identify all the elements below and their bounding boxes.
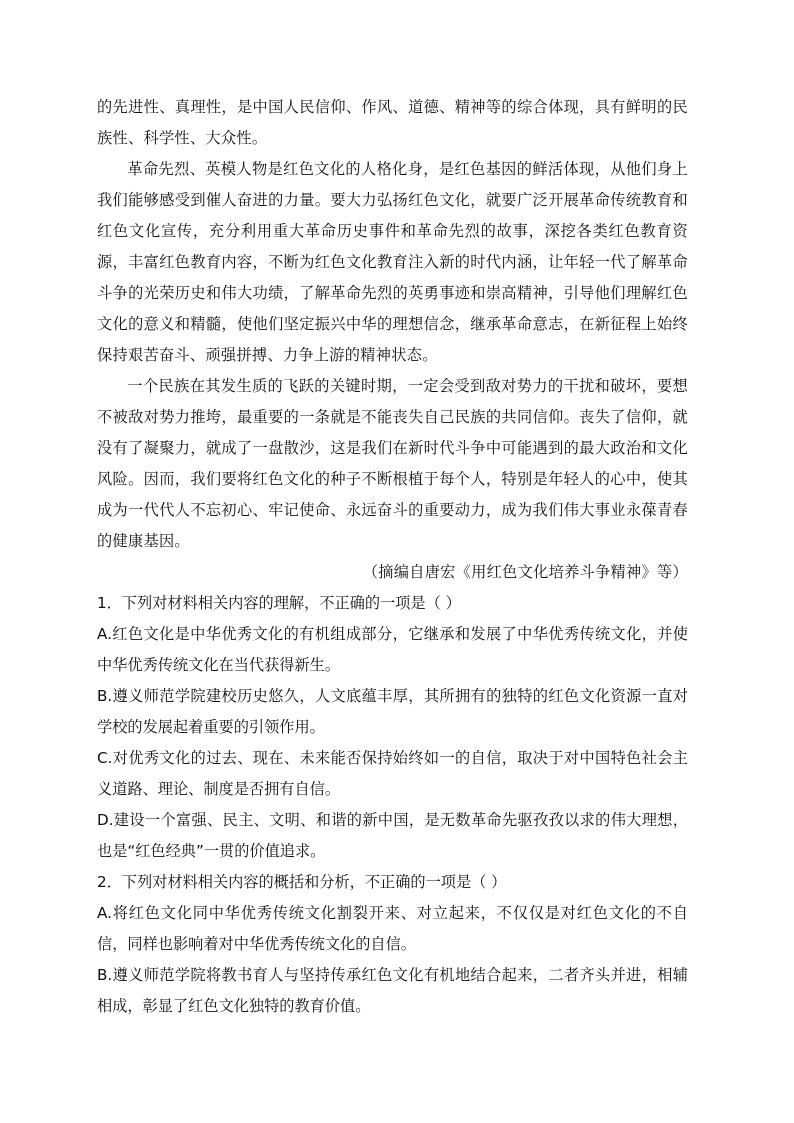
passage-paragraph-3: 一个民族在其发生质的飞跃的关键时期，一定会受到敌对势力的干扰和破坏，要想不被敌对势力推垮，最重要的一条就是不能丧失自己民族的共同信仰。丧失了信仰，就没有了凝聚力，就成了一盘散沙，这是我们在新时代斗争中可能遇到的最大政治和文化风险。因而，我们要将红色文化的种子不断根植于每个人，特别是年轻人的心中，使其成为一代代人不忘初心、牢记使命、永远奋斗的重要动力，成为我们伟大事业永葆青春的健康基因。 (97, 377, 688, 550)
passage-paragraph-continued: 的先进性、真理性，是中国人民信仰、作风、道德、精神等的综合体现，具有鲜明的民族性、科学性、大众性。 (97, 98, 688, 147)
question-2-stem: 2．下列对材料相关内容的概括和分析，不正确的一项是（ ） (97, 873, 507, 891)
question-1-option-a: A.红色文化是中华优秀文化的有机组成部分，它继承和发展了中华优秀传统文化，并使中华优秀传统文化在当代获得新生。 (97, 625, 688, 674)
question-2-option-a: A.将红色文化同中华优秀传统文化割裂开来、对立起来，不仅仅是对红色文化的不自信，同样也影响着对中华优秀传统文化的自信。 (97, 904, 688, 953)
question-1-stem: 1．下列对材料相关内容的理解，不正确的一项是（ ） (97, 594, 461, 612)
passage-source: （摘编自唐宏《用红色文化培养斗争精神》等） (362, 563, 688, 581)
passage-paragraph-2: 革命先烈、英模人物是红色文化的人格化身，是红色基因的鲜活体现，从他们身上我们能够感受到催人奋进的力量。要大力弘扬红色文化，就要广泛开展革命传统教育和红色文化宣传，充分利用重大革命历史事件和革命先烈的故事，深挖各类红色教育资源，丰富红色教育内容，不断为红色文化教育注入新的时代内涵，让年轻一代了解革命斗争的光荣历史和伟大功绩，了解革命先烈的英勇事迹和崇高精神，引导他们理解红色文化的意义和精髓，使他们坚定振兴中华的理想信念，继承革命意志，在新征程上始终保持艰苦奋斗、顽强拼搏、力争上游的精神状态。 (97, 160, 688, 364)
question-2-option-b: B.遵义师范学院将教书育人与坚持传承红色文化有机地结合起来，二者齐头并进，相辅相成，彰显了红色文化独特的教育价值。 (97, 966, 688, 1015)
question-1-option-b: B.遵义师范学院建校历史悠久，人文底蕴丰厚，其所拥有的独特的红色文化资源一直对学校的发展起着重要的引领作用。 (97, 687, 688, 736)
question-1-option-c: C.对优秀文化的过去、现在、未来能否保持始终如一的自信，取决于对中国特色社会主义道路、理论、制度是否拥有自信。 (97, 749, 688, 798)
question-1-option-d: D.建设一个富强、民主、文明、和谐的新中国，是无数革命先驱孜孜以求的伟大理想，也是“红色经典”一贯的价值追求。 (97, 811, 688, 860)
